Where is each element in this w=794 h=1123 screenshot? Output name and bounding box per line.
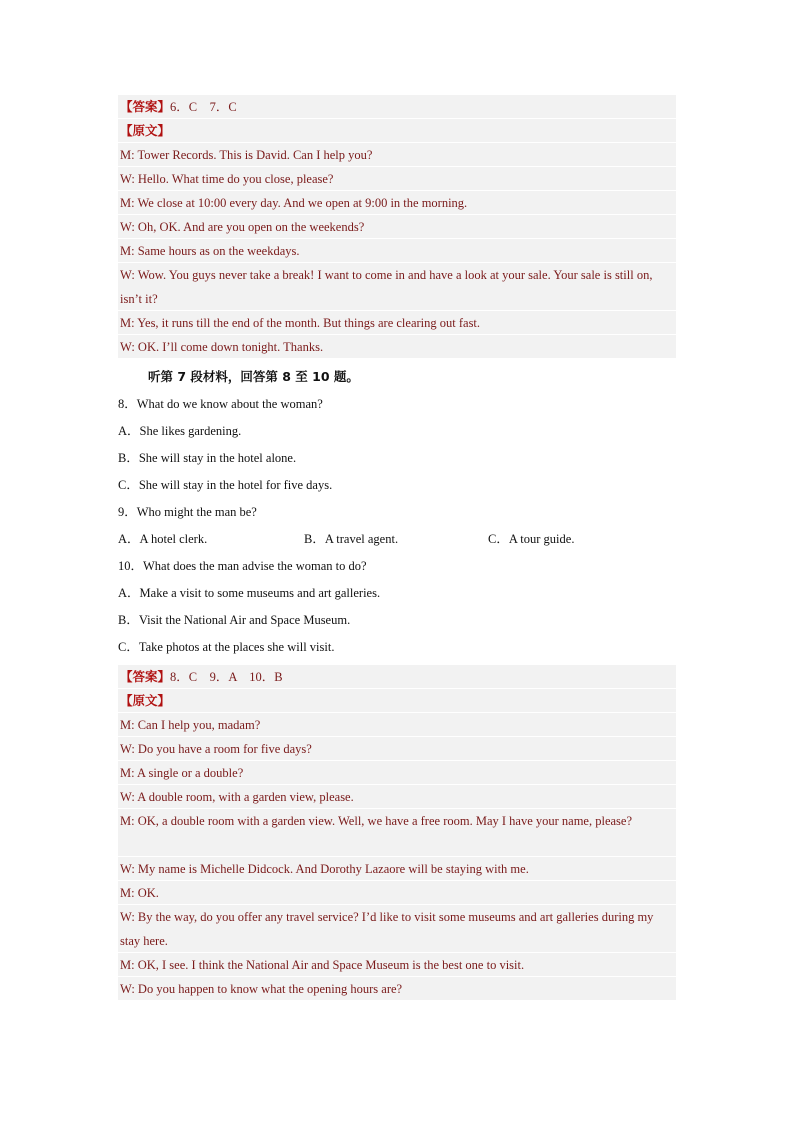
option-10a: A．Make a visit to some museums and art galleries.	[118, 586, 381, 600]
option-9a: A．A hotel clerk.	[118, 532, 208, 546]
transcript-line: M: Same hours as on the weekdays.	[118, 239, 676, 263]
option-10c: C．Take photos at the places she will visit.	[118, 640, 335, 654]
answer-block-1	[118, 95, 676, 359]
answer-value: 6．C 7．C	[170, 100, 237, 114]
transcript-line: M: OK, a double room with a garden view. Well, we have a free room. May I have your name, please?	[118, 809, 676, 857]
source-tag: 【原文】	[118, 119, 676, 143]
answer-value: 8．C 9．A 10．B	[170, 670, 283, 684]
options-9	[118, 526, 678, 553]
option-9c: C．A tour guide.	[488, 532, 575, 546]
transcript-line: W: By the way, do you offer any travel service? I’d like to visit some museums and art galleries during my stay here.	[118, 905, 676, 953]
option-8c: C．She will stay in the hotel for five days.	[118, 478, 333, 492]
option-8b: B．She will stay in the hotel alone.	[118, 451, 297, 465]
transcript-line: M: Yes, it runs till the end of the month. But things are clearing out fast.	[118, 311, 676, 335]
transcript-line: W: OK. I’ll come down tonight. Thanks.	[118, 335, 676, 359]
transcript-line: W: Do you happen to know what the opening hours are?	[118, 977, 676, 1001]
transcript-line: M: Tower Records. This is David. Can I help you?	[118, 143, 676, 167]
transcript-line: M: We close at 10:00 every day. And we open at 9:00 in the morning.	[118, 191, 676, 215]
transcript-line: W: A double room, with a garden view, please.	[118, 785, 676, 809]
option-8a: A．She likes gardening.	[118, 424, 242, 438]
answer-tag: 【答案】	[120, 100, 171, 114]
option-10b: B．Visit the National Air and Space Museum.	[118, 613, 351, 627]
transcript-line: W: My name is Michelle Didcock. And Dorothy Lazaore will be staying with me.	[118, 857, 676, 881]
answer-line	[118, 95, 676, 119]
answer-line	[118, 665, 676, 689]
question-10: 10．What does the man advise the woman to do?	[118, 559, 367, 573]
transcript-line: W: Wow. You guys never take a break! I want to come in and have a look at your sale. Your sale is still on, isn’t it?	[118, 263, 676, 311]
answer-block-2	[118, 665, 676, 1001]
transcript-line: M: OK, I see. I think the National Air and Space Museum is the best one to visit.	[118, 953, 676, 977]
transcript-line: W: Do you have a room for five days?	[118, 737, 676, 761]
transcript-line: M: Can I help you, madam?	[118, 713, 676, 737]
questions	[118, 391, 678, 661]
transcript-line: W: Hello. What time do you close, please?	[118, 167, 676, 191]
question-9: 9．Who might the man be?	[118, 505, 257, 519]
source-tag: 【原文】	[118, 689, 676, 713]
transcript-line: W: Oh, OK. And are you open on the weekends?	[118, 215, 676, 239]
question-8: 8．What do we know about the woman?	[118, 397, 323, 411]
transcript-line: M: OK.	[118, 881, 676, 905]
transcript-line: M: A single or a double?	[118, 761, 676, 785]
answer-tag: 【答案】	[120, 670, 171, 684]
option-9b: B．A travel agent.	[304, 532, 399, 546]
section-heading: 听第 7 段材料，回答第 8 至 10 题。	[148, 369, 359, 384]
